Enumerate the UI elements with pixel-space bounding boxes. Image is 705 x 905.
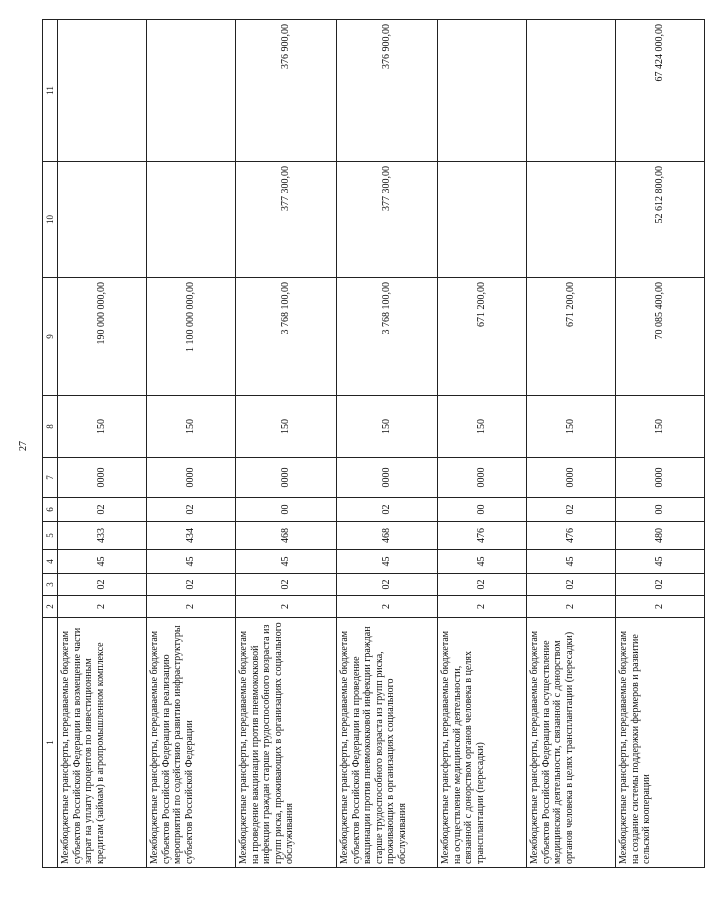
- amount-cell: 671 200,00: [527, 278, 616, 396]
- cell: 468: [236, 522, 337, 550]
- cell: 2: [147, 596, 236, 618]
- amount-cell: [438, 162, 527, 278]
- row-name: Межбюджетные трансферты, передаваемые бюджетам субъектов Российской Федерации на возмещение части затрат на уплату процентов по инвестиционным кредитам (займам) в агропромышленном комплексе: [58, 618, 147, 868]
- col-header: 4: [43, 550, 58, 574]
- cell: 480: [616, 522, 705, 550]
- cell: 433: [58, 522, 147, 550]
- cell: 0000: [616, 458, 705, 498]
- col-header: 1: [43, 618, 58, 868]
- cell: 00: [236, 498, 337, 522]
- amount-cell: [527, 162, 616, 278]
- cell: 2: [337, 596, 438, 618]
- cell: 476: [438, 522, 527, 550]
- amount-cell: 377 300,00: [337, 162, 438, 278]
- amount-cell: [147, 162, 236, 278]
- cell: 00: [616, 498, 705, 522]
- cell: 02: [337, 574, 438, 596]
- rotated-page: [42, 20, 666, 868]
- amount-cell: [527, 20, 616, 162]
- cell: 45: [236, 550, 337, 574]
- amount-cell: [58, 20, 147, 162]
- col-header: 6: [43, 498, 58, 522]
- cell: 150: [236, 396, 337, 458]
- row-name: Межбюджетные трансферты, передаваемые бюджетам субъектов Российской Федерации на реализацию мероприятий по содействию развитию инфраструктуры субъектов Российской Федерации: [147, 618, 236, 868]
- amount-cell: 376 900,00: [337, 20, 438, 162]
- cell: 0000: [58, 458, 147, 498]
- col-header: 11: [43, 20, 58, 162]
- cell: 02: [337, 498, 438, 522]
- cell: 02: [58, 574, 147, 596]
- amount-cell: 190 000 000,00: [58, 278, 147, 396]
- col-header: 2: [43, 596, 58, 618]
- col-header: 8: [43, 396, 58, 458]
- cell: 02: [438, 574, 527, 596]
- row-name: Межбюджетные трансферты, передаваемые бюджетам на проведение вакцинации против пневмококковой инфекции граждан старше трудоспособного возраста из групп риска, проживающих в организациях социального обслуживания: [236, 618, 337, 868]
- cell: 150: [147, 396, 236, 458]
- cell: 2: [58, 596, 147, 618]
- cell: 00: [438, 498, 527, 522]
- page-number: 27: [18, 441, 29, 451]
- col-header: 3: [43, 574, 58, 596]
- cell: 45: [527, 550, 616, 574]
- amount-cell: 52 612 800,00: [616, 162, 705, 278]
- table-row: [616, 20, 705, 868]
- amount-cell: 70 085 400,00: [616, 278, 705, 396]
- header-row: [43, 20, 58, 868]
- table-row: [147, 20, 236, 868]
- cell: 150: [58, 396, 147, 458]
- row-name: Межбюджетные трансферты, передаваемые бюджетам субъектов Российской Федерации на проведение вакцинации против пневмококковой инфекции граждан старше трудоспособного возраста из групп риска, проживающих в организациях социального обслуживания: [337, 618, 438, 868]
- cell: 2: [616, 596, 705, 618]
- row-name: Межбюджетные трансферты, передаваемые бюджетам на создание системы поддержки фермеров и развитие сельской кооперации: [616, 618, 705, 868]
- amount-cell: 376 900,00: [236, 20, 337, 162]
- amount-cell: 3 768 100,00: [337, 278, 438, 396]
- table-row: [236, 20, 337, 868]
- cell: 150: [438, 396, 527, 458]
- cell: 468: [337, 522, 438, 550]
- cell: 02: [527, 498, 616, 522]
- cell: 02: [58, 498, 147, 522]
- table-row: [337, 20, 438, 868]
- cell: 45: [58, 550, 147, 574]
- cell: 0000: [236, 458, 337, 498]
- cell: 150: [337, 396, 438, 458]
- amount-cell: 377 300,00: [236, 162, 337, 278]
- cell: 45: [438, 550, 527, 574]
- col-header: 5: [43, 522, 58, 550]
- col-header: 9: [43, 278, 58, 396]
- cell: 02: [527, 574, 616, 596]
- amount-cell: [438, 20, 527, 162]
- cell: 476: [527, 522, 616, 550]
- cell: 150: [527, 396, 616, 458]
- cell: 150: [616, 396, 705, 458]
- cell: 434: [147, 522, 236, 550]
- cell: 02: [236, 574, 337, 596]
- col-header: 10: [43, 162, 58, 278]
- amount-cell: 1 100 000 000,00: [147, 278, 236, 396]
- cell: 2: [527, 596, 616, 618]
- amount-cell: 3 768 100,00: [236, 278, 337, 396]
- cell: 0000: [438, 458, 527, 498]
- cell: 45: [616, 550, 705, 574]
- table-row: [527, 20, 616, 868]
- table-row: [58, 20, 147, 868]
- col-header: 7: [43, 458, 58, 498]
- cell: 0000: [527, 458, 616, 498]
- cell: 02: [147, 574, 236, 596]
- cell: 2: [438, 596, 527, 618]
- amount-cell: 671 200,00: [438, 278, 527, 396]
- cell: 45: [147, 550, 236, 574]
- cell: 0000: [147, 458, 236, 498]
- cell: 02: [616, 574, 705, 596]
- row-name: Межбюджетные трансферты, передаваемые бюджетам субъектов Российской Федерации на осуществление медицинской деятельности, связанной с донорством органов человека в целях трансплантации (пересадки): [527, 618, 616, 868]
- cell: 2: [236, 596, 337, 618]
- amount-cell: [58, 162, 147, 278]
- cell: 02: [147, 498, 236, 522]
- amount-cell: 67 424 000,00: [616, 20, 705, 162]
- amount-cell: [147, 20, 236, 162]
- cell: 45: [337, 550, 438, 574]
- row-name: Межбюджетные трансферты, передаваемые бюджетам на осуществление медицинской деятельности, связанной с донорством органов человека в целях трансплантации (пересадки): [438, 618, 527, 868]
- table-row: [438, 20, 527, 868]
- cell: 0000: [337, 458, 438, 498]
- budget-table: [42, 19, 705, 868]
